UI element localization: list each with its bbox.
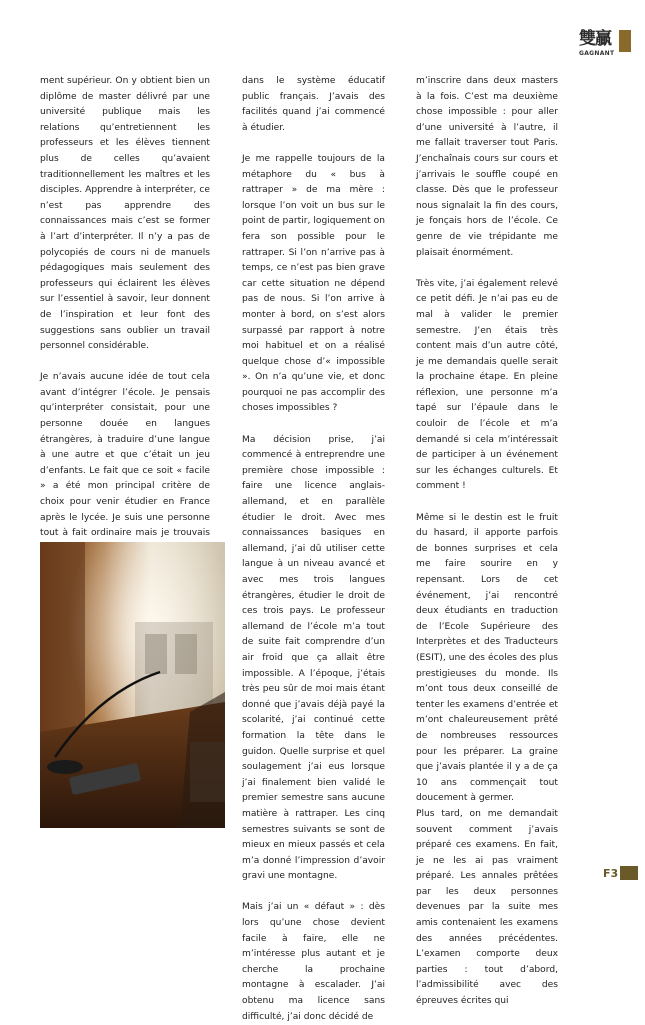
paragraph: Je n’avais aucune idée de tout cela avant d’intégrer l’école. Je pensais qu’interpréter consistait, pour une personne douée en langues étrangères, à traduire d’une langue à une autre et que c’était un jeu d’enfants. Le fait que ce soit « facile » a été mon principal critère de choix pour venir étudier en France après le lycée. Je suis une personne tout à fait ordinaire mais je trouvais: [40, 372, 210, 539]
paragraph: dans le système éducatif public français. J’avais des facilités quand j’ai commencé à étudier.: [242, 76, 385, 133]
page-number-text: F3: [603, 866, 619, 880]
logo-seal-icon: [619, 30, 631, 52]
paragraph: Plus tard, on me demandait souvent comment j’avais préparé ces examens. En fait, je ne les ai pas vraiment préparé. Les annales prêtées par les deux personnes devenues par la suite mes amis contenaient les examens des années précédentes. L’examen comporte deux parties : tout d’abord, l’admissibilité avec des épreuves écrites qui: [416, 808, 558, 1007]
paragraph: Mais j’ai un « défaut » : dès lors qu’une chose devient facile à faire, elle ne m’intéresse plus autant et je cherche la prochaine montagne à escalader. J’ai obtenu ma licence sans difficulté, j’ai donc décidé de: [242, 902, 385, 1022]
magazine-logo: [579, 28, 631, 60]
logo-subtitle: GAGNANT: [579, 50, 615, 57]
article-column-1: [40, 74, 210, 573]
article-column-3: [416, 74, 558, 1010]
paragraph: m’inscrire dans deux masters à la fois. C’est ma deuxième chose impossible : pour aller d’une université à l’autre, il me fallait traverser tout Paris. J’enchaînais cours sur cours et j’arrivais le souffle coupé en classe. Dès que le professeur nous signalait la fin des cours, je fonçais hors de l’école. Ce genre de vie trépidante me plaisait énormément.: [416, 76, 558, 258]
logo-mark: 雙贏: [579, 29, 611, 49]
page-number: [603, 866, 638, 880]
paragraph: ment supérieur. On y obtient bien un diplôme de master délivré par une université publique mais les relations qu’entretiennent les professeurs et les élèves tiennent plus de celles qu’avaient traditionnellement les maîtres et les disciples. Apprendre à interpréter, ce n’est pas apprendre des connaissances mais c’est se former à l’art d’interpréter. Il n’y a pas de polycopiés de cours ni de manuels pédagogiques mais seulement des professeurs qui éclairent les élèves sur l’essentiel à savoir, leur donnent de l’inspiration et leur font des suggestions sans oublier un travail personnel considérable.: [40, 76, 210, 352]
conference-room-photo: [40, 542, 225, 828]
paragraph: Ma décision prise, j’ai commencé à entreprendre une première chose impossible : faire une licence anglais-allemand, et en parallèle étudier le droit. Avec mes connaissances basiques en allemand, j’ai dû utiliser cette langue à un niveau avancé et avec mes trois langues étrangères, étudier le droit de ces trois pays. Le professeur allemand de l’école m’a tout de suite fait comprendre d’un air froid que ça allait être impossible. A l’époque, j’étais très peu sûr de moi mais étant donné que j’avais déjà payé la scolarité, j’ai continué cette formation la tête dans le guidon. Quelle surprise et quel soulagement j’ai eus lorsque j’ai finalement bien validé le premier semestre sans aucune matière à rattraper. Les cinq semestres suivants se sont de mieux en mieux passés et cela m’a donné l’impression d’avoir gravi une montagne.: [242, 434, 385, 882]
page-number-bar: [620, 866, 638, 880]
paragraph: Je me rappelle toujours de la métaphore du « bus à rattraper » de ma mère : lorsque l’on voit un bus sur le point de partir, logiquement on fera son possible pour le rattraper. Si l’on n’arrive pas à temps, ce n’est pas bien grave car cette situation ne dépend pas de nous. Si l’on arrive à monter à bord, on s’est alors surpassé par rapport à notre moi habituel et on a réalisé quelque chose d’« impossible ». On n’a qu’une vie, et donc pourquoi ne pas accomplir des choses impossibles ?: [242, 153, 385, 414]
paragraph: Très vite, j’ai également relevé ce petit défi. Je n’ai pas eu de mal à valider le premier semestre. J’en étais très content mais d’un autre côté, je me demandais quelle serait la prochaine étape. En pleine réflexion, une personne m’a tapé sur l’épaule dans le couloir de l’école et m’a demandé si cela m’intéressait de participer à un événement sur les échanges culturels. Et comment !: [416, 278, 558, 492]
paragraph: Même si le destin est le fruit du hasard, il apporte parfois de bonnes surprises et cela me faire sourire en y repensant. Lors de cet événement, j’ai rencontré deux étudiants en traduction de l’Ecole Supérieure des Interprètes et des Traducteurs (ESIT), une des écoles des plus prestigieuses du monde. Ils m’ont tous deux conseillé de tenter les examens d’entrée et m’ont chaleureusement prêté de nombreuses ressources pour les préparer. La graine que j’avais plantée il y a de ça 10 ans commençait tout doucement à germer.: [416, 512, 558, 804]
article-column-2: [242, 74, 385, 1025]
